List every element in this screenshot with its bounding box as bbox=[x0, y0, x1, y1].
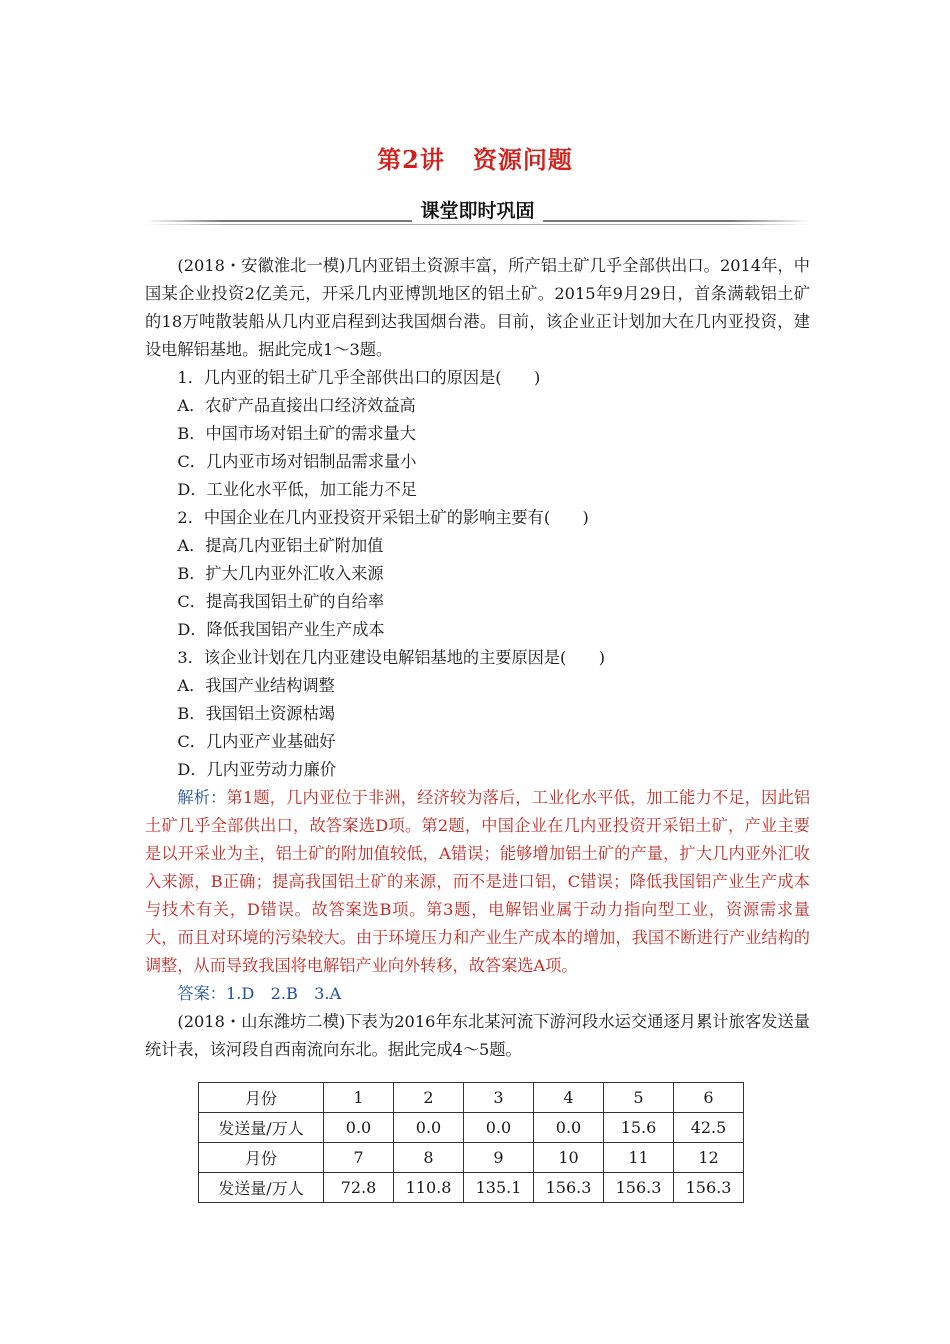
table-row bbox=[199, 1143, 744, 1173]
table-header-month: 月份 bbox=[199, 1143, 324, 1173]
question-2-option-b: B．扩大几内亚外汇收入来源 bbox=[177, 564, 384, 583]
page-title bbox=[0, 140, 950, 175]
lesson-topic: 资源问题 bbox=[472, 145, 573, 174]
table-cell: 15.6 bbox=[604, 1113, 674, 1143]
section-rule-thin bbox=[145, 224, 810, 225]
question-1-option-d: D．工业化水平低，加工能力不足 bbox=[177, 480, 417, 499]
answer-text: 1.D 2.B 3.A bbox=[225, 984, 342, 1003]
question-2-stem: 2．中国企业在几内亚投资开采铝土矿的影响主要有( ) bbox=[177, 508, 589, 527]
table-header-value: 发送量/万人 bbox=[199, 1113, 324, 1143]
question-2-option-c: C．提高我国铝土矿的自给率 bbox=[177, 592, 385, 611]
section-title: 课堂即时巩固 bbox=[412, 200, 542, 222]
question-3-option-c: C．几内亚产业基础好 bbox=[177, 732, 336, 751]
table-cell: 7 bbox=[324, 1143, 394, 1173]
section-header bbox=[145, 196, 810, 230]
document-body bbox=[145, 252, 810, 1064]
question-3-option-b: B．我国铝土资源枯竭 bbox=[177, 704, 335, 723]
table-cell: 156.3 bbox=[674, 1173, 744, 1203]
answer-label: 答案： bbox=[177, 984, 226, 1003]
table-cell: 6 bbox=[674, 1083, 744, 1113]
table-cell: 0.0 bbox=[324, 1113, 394, 1143]
table-cell: 9 bbox=[464, 1143, 534, 1173]
table-row bbox=[199, 1173, 744, 1203]
question-1-option-a: A．农矿产品直接出口经济效益高 bbox=[177, 396, 416, 415]
analysis-block bbox=[145, 784, 810, 980]
analysis-label: 解析： bbox=[177, 788, 227, 807]
question-3-option-a: A．我国产业结构调整 bbox=[177, 676, 335, 695]
table-cell: 156.3 bbox=[604, 1173, 674, 1203]
question-2-option-d: D．降低我国铝产业生产成本 bbox=[177, 620, 385, 639]
question-1-option-c: C．几内亚市场对铝制品需求量小 bbox=[177, 452, 417, 471]
table-cell: 0.0 bbox=[394, 1113, 464, 1143]
lesson-number: 第2讲 bbox=[377, 145, 445, 174]
passage-1: (2018・安徽淮北一模)几内亚铝土资源丰富，所产铝土矿几乎全部供出口。2014年，中国某企业投资2亿美元，开采几内亚博凯地区的铝土矿。2015年9月29日，首条满载铝土矿的18万吨散装船从几内亚启程到达我国烟台港。目前，该企业正计划加大在几内亚投资，建设电解铝基地。据此完成1～3题。 bbox=[145, 256, 810, 359]
answer-block bbox=[145, 980, 810, 1008]
table-cell: 12 bbox=[674, 1143, 744, 1173]
table-cell: 0.0 bbox=[534, 1113, 604, 1143]
question-2-option-a: A．提高几内亚铝土矿附加值 bbox=[177, 536, 384, 555]
passenger-table bbox=[198, 1082, 744, 1203]
table-cell: 135.1 bbox=[464, 1173, 534, 1203]
table-row bbox=[199, 1083, 744, 1113]
table-header-month: 月份 bbox=[199, 1083, 324, 1113]
table-cell: 4 bbox=[534, 1083, 604, 1113]
question-3-option-d: D．几内亚劳动力廉价 bbox=[177, 760, 337, 779]
table-cell: 5 bbox=[604, 1083, 674, 1113]
table-cell: 10 bbox=[534, 1143, 604, 1173]
question-3-stem: 3．该企业计划在几内亚建设电解铝基地的主要原因是( ) bbox=[177, 648, 606, 667]
table-cell: 72.8 bbox=[324, 1173, 394, 1203]
question-1-option-b: B．中国市场对铝土矿的需求量大 bbox=[177, 424, 416, 443]
passage-2: (2018・山东潍坊二模)下表为2016年东北某河流下游河段水运交通逐月累计旅客发送量统计表，该河段自西南流向东北。据此完成4～5题。 bbox=[145, 1012, 810, 1059]
table-cell: 11 bbox=[604, 1143, 674, 1173]
table-cell: 42.5 bbox=[674, 1113, 744, 1143]
table-header-value: 发送量/万人 bbox=[199, 1173, 324, 1203]
analysis-text: 第1题，几内亚位于非洲，经济较为落后，工业化水平低，加工能力不足，因此铝土矿几乎全部供出口，故答案选D项。第2题，中国企业在几内亚投资开采铝土矿，产业主要是以开采业为主，铝土矿的附加值较低，A错误；能够增加铝土矿的产量，扩大几内亚外汇收入来源，B正确；提高我国铝土矿的来源，而不是进口铝，C错误；降低我国铝产业生产成本与技术有关，D错误。故答案选B项。第3题，电解铝业属于动力指向型工业，资源需求量大，而且对环境的污染较大。由于环境压力和产业生产成本的增加，我国不断进行产业结构的调整，从而导致我国将电解铝产业向外转移，故答案选A项。 bbox=[145, 788, 811, 975]
table-row bbox=[199, 1113, 744, 1143]
table-cell: 8 bbox=[394, 1143, 464, 1173]
table-cell: 3 bbox=[464, 1083, 534, 1113]
table-cell: 1 bbox=[324, 1083, 394, 1113]
table-cell: 0.0 bbox=[464, 1113, 534, 1143]
table-cell: 110.8 bbox=[394, 1173, 464, 1203]
table-cell: 2 bbox=[394, 1083, 464, 1113]
table-cell: 156.3 bbox=[534, 1173, 604, 1203]
question-1-stem: 1．几内亚的铝土矿几乎全部供出口的原因是( ) bbox=[177, 368, 541, 387]
